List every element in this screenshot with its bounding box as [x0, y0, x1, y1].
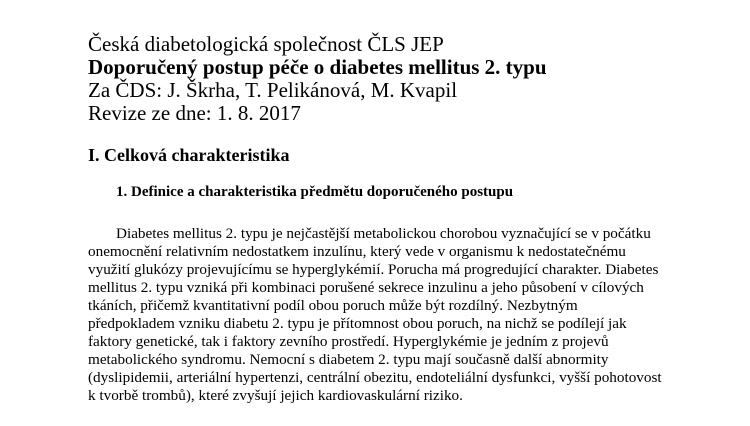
paragraph-line: (dyslipidemii, arteriální hypertenzi, centrální obezitu, endoteliální dysfunkci, vyšší pohotovost: [88, 369, 662, 386]
authors-line: Za ČDS: J. Škrha, T. Pelikánová, M. Kvapil: [88, 78, 458, 102]
paragraph-line: faktory genetické, tak i faktory zevního prostředí. Hyperglykémie je jedním z projevů: [88, 333, 609, 350]
paragraph-line: mellitus 2. typu vzniká při kombinaci porušené sekrece inzulinu a jeho působení v cílových: [88, 279, 644, 296]
paragraph-line: předpokladem vzniku diabetu 2. typu je přítomnost obou poruch, na nichž se podílejí jak: [88, 315, 627, 332]
revision-date: Revize ze dne: 1. 8. 2017: [88, 101, 301, 125]
subsection-heading: 1. Definice a charakteristika předmětu doporučeného postupu: [116, 184, 514, 200]
section-heading: I. Celková charakteristika: [88, 145, 290, 165]
paragraph-line: Diabetes mellitus 2. typu je nejčastější metabolickou chorobou vyznačující se v počátku: [116, 225, 651, 242]
paragraph-line: metabolického syndromu. Nemocní s diabetem 2. typu mají současně další abnormity: [88, 351, 609, 368]
paragraph-line: k tvorbě trombů), které zvyšují jejich kardiovaskulární riziko.: [88, 387, 463, 404]
document-title: Doporučený postup péče o diabetes mellitus 2. typu: [88, 55, 547, 79]
paragraph-line: tkáních, přičemž kvantitativní podíl obou poruch může být rozdílný. Nezbytným: [88, 297, 578, 314]
paragraph-line: využití glukózy projevujícímu se hyperglykémií. Porucha má progredující charakter. Diabetes: [88, 261, 659, 278]
society-name: Česká diabetologická společnost ČLS JEP: [88, 32, 444, 56]
paragraph-line: onemocnění relativním nedostatkem inzulínu, který vede v organismu k nedostatečnému: [88, 243, 626, 260]
